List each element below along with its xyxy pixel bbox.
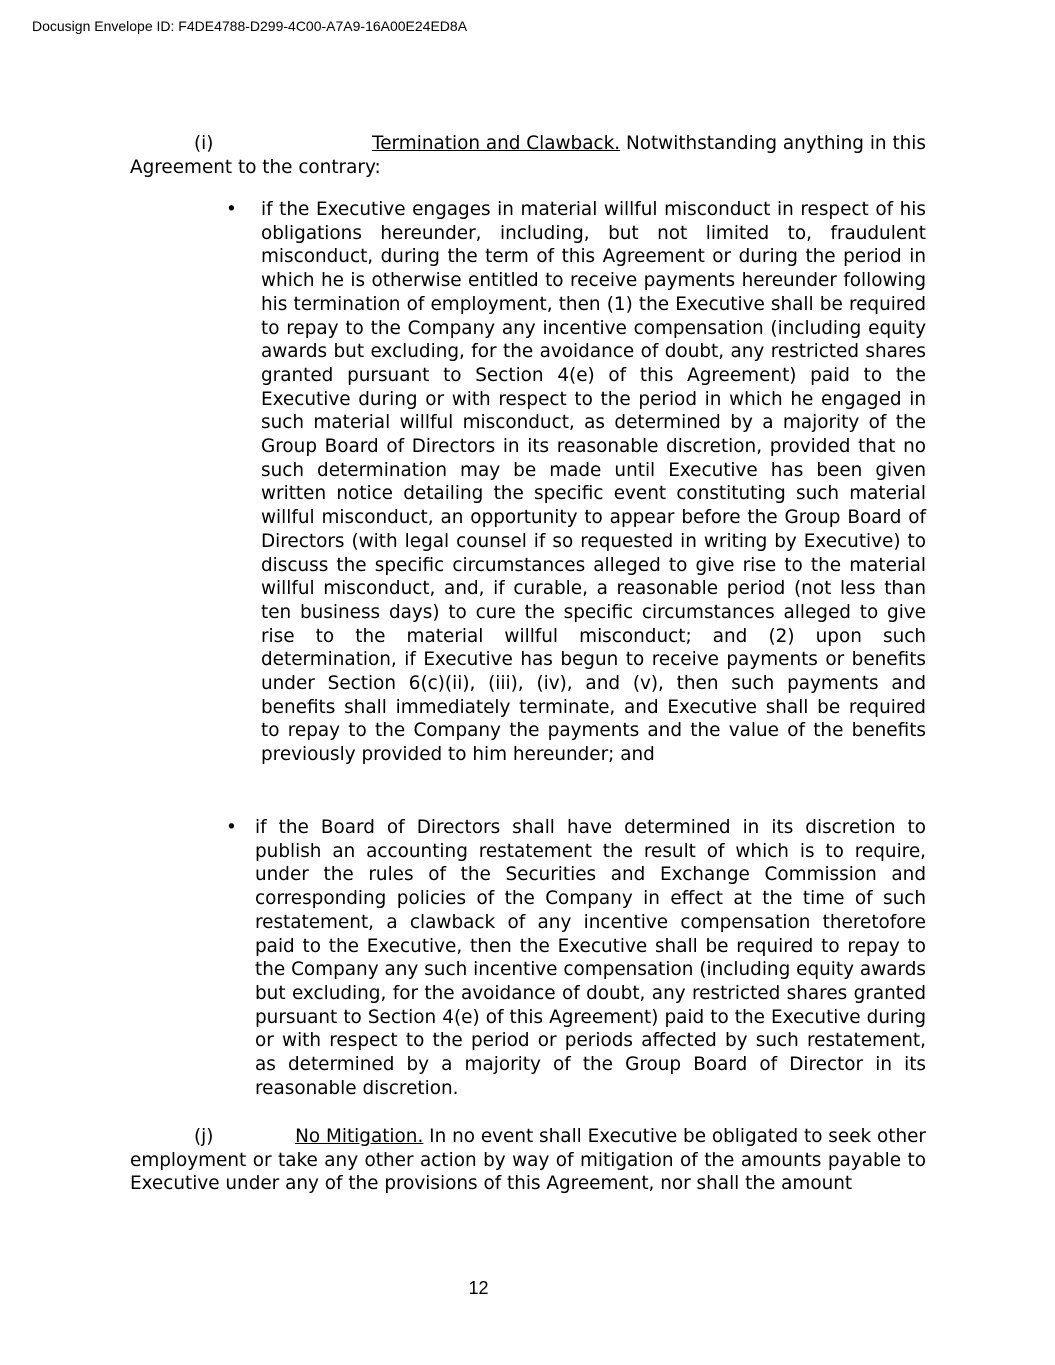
section-i-heading: Termination and Clawback. bbox=[372, 133, 621, 154]
page-number: 12 bbox=[468, 1278, 489, 1298]
bullet-icon: • bbox=[226, 817, 237, 838]
section-i-lead-text: Notwithstanding anything in this bbox=[625, 133, 926, 154]
bullet-icon: • bbox=[226, 199, 237, 220]
bullet-item-1 bbox=[226, 198, 926, 767]
bullet-item-2 bbox=[226, 816, 926, 1100]
section-j-lead-line bbox=[130, 1125, 926, 1149]
section-i-lead-line bbox=[130, 132, 926, 156]
section-j-heading: No Mitigation. bbox=[295, 1126, 424, 1147]
section-j bbox=[130, 1125, 926, 1196]
section-j-number: (j) bbox=[194, 1126, 214, 1147]
envelope-id: Docusign Envelope ID: F4DE4788-D299-4C00-A7A9-16A00E24ED8A bbox=[32, 18, 468, 34]
section-i bbox=[130, 132, 926, 179]
section-i-number: (i) bbox=[194, 133, 214, 154]
section-j-lead-text: In no event shall Executive be obligated to seek other bbox=[429, 1126, 926, 1147]
section-j-continuation: employment or take any other action by way of mitigation of the amounts payable to Executive under any of the provisions of this Agreement, nor shall the amount bbox=[130, 1149, 926, 1195]
bullet-text-2: if the Board of Directors shall have determined in its discretion to publish an accounting restatement the result of which is to require, under the rules of the Securities and Exchange Commission and corresponding policies of the Company in effect at the time of such restatement, a clawback of any incentive compensation theretofore paid to the Executive, then the Executive shall be required to repay to the Company any such incentive compensation (including equity awards but excluding, for the avoidance of doubt, any restricted shares granted pursuant to Section 4(e) of this Agreement) paid to the Executive during or with respect to the period or periods affected by such restatement, as determined by a majority of the Group Board of Director in its reasonable discretion. bbox=[255, 817, 926, 1099]
section-i-continuation: Agreement to the contrary: bbox=[130, 156, 381, 178]
bullet-text-1: if the Executive engages in material willful misconduct in respect of his obligations hereunder, including, but not limited to, fraudulent misconduct, during the term of this Agreement or during the period in which he is otherwise entitled to receive payments hereunder following his termination of employment, then (1) the Executive shall be required to repay to the Company any incentive compensation (including equity awards but excluding, for the avoidance of doubt, any restricted shares granted pursuant to Section 4(e) of this Agreement) paid to the Executive during or with respect to the period in which he engaged in such material willful misconduct, as determined by a majority of the Group Board of Directors in its reasonable discretion, provided that no such determination may be made until Executive has been given written notice detailing the specific event constituting such material willful misconduct, an opportunity to appear before the Group Board of Directors (with legal counsel if so requested in writing by Executive) to discuss the specific circumstances alleged to give rise to the material willful misconduct, and, if curable, a reasonable period (not less than ten business days) to cure the specific circumstances alleged to give rise to the material willful misconduct; and (2) upon such determination, if Executive has begun to receive payments or benefits under Section 6(c)(ii), (iii), (iv), and (v), then such payments and benefits shall immediately terminate, and Executive shall be required to repay to the Company the payments and the value of the benefits previously provided to him hereunder; and bbox=[261, 199, 926, 766]
